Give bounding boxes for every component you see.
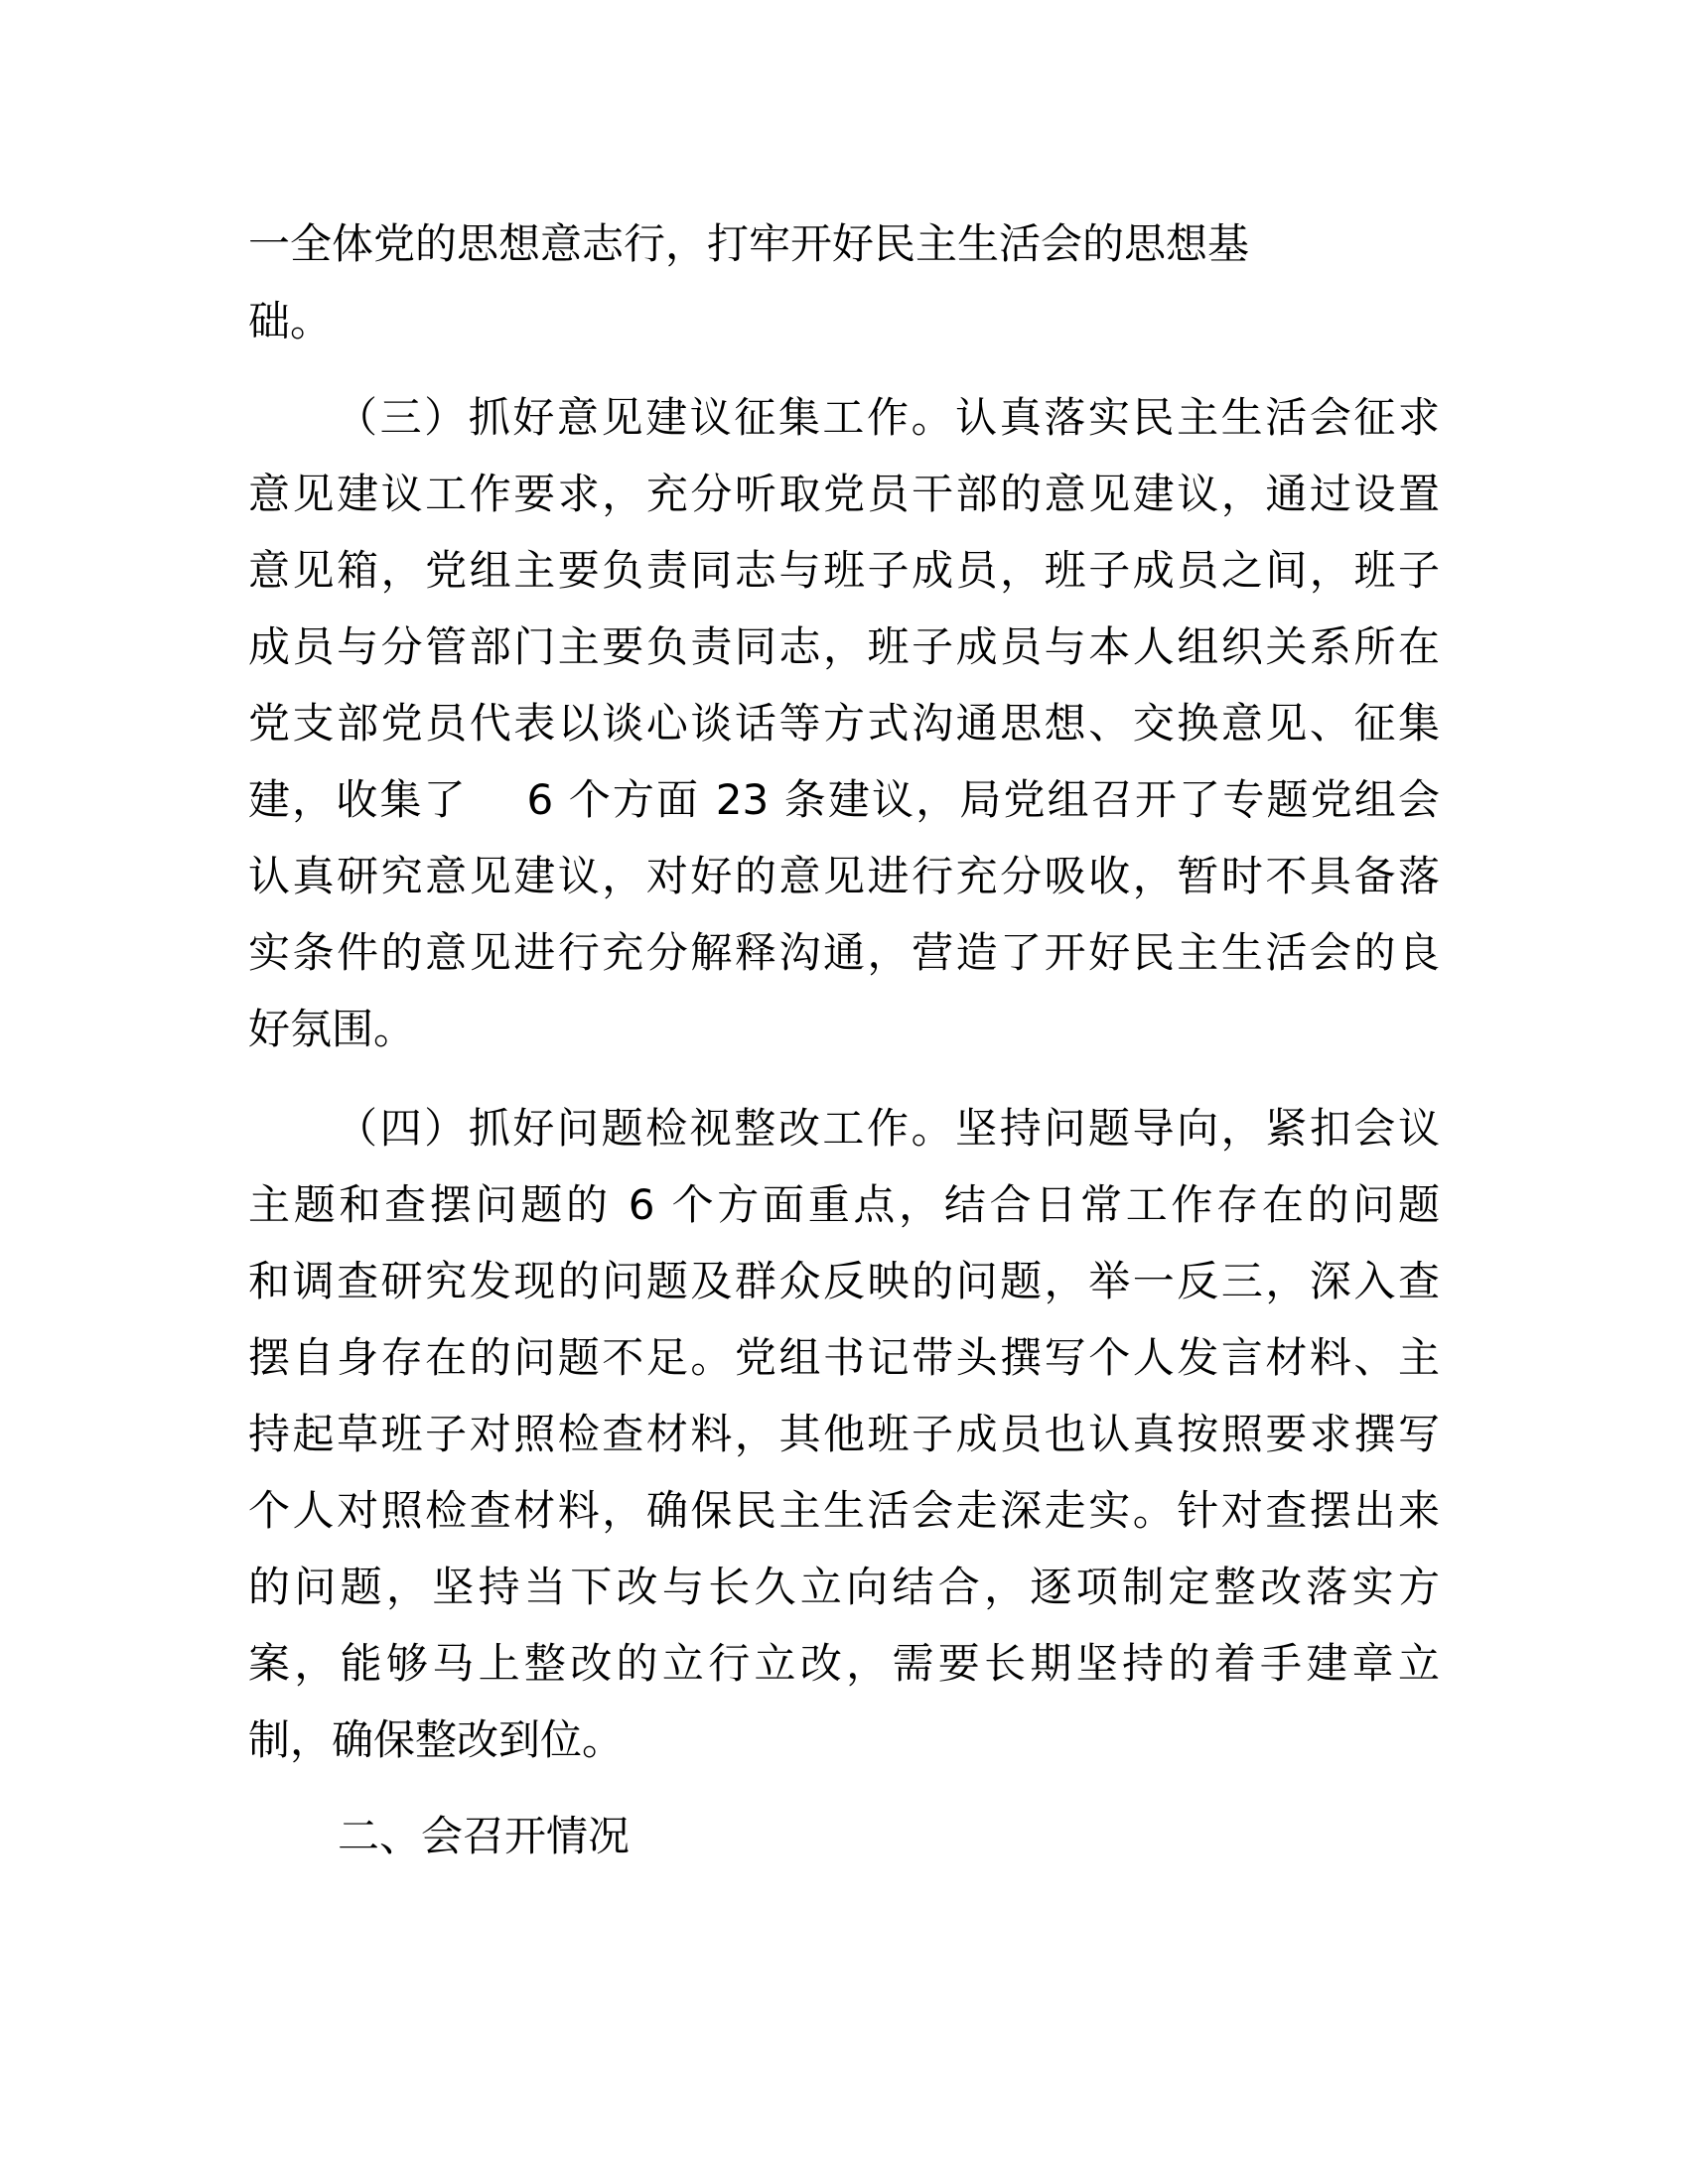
section-4-heading-line: （四）抓好问题检视整改工作。坚持问题导向，紧扣会议 xyxy=(336,1104,1440,1153)
paragraph-line: 个人对照检查材料，确保民主生活会走深走实。针对查摆出来 xyxy=(248,1486,1440,1535)
paragraph-line: 好氛围。 xyxy=(248,1005,416,1053)
paragraph-line: 意见建议工作要求，充分听取党员干部的意见建议，通过设置 xyxy=(248,470,1440,518)
paragraph-line: 摆自身存在的问题不足。党组书记带头撰写个人发言材料、主 xyxy=(248,1333,1440,1382)
paragraph-line: 持起草班子对照检查材料，其他班子成员也认真按照要求撰写 xyxy=(248,1410,1440,1458)
paragraph-line: 主题和查摆问题的 6 个方面重点，结合日常工作存在的问题 xyxy=(248,1180,1440,1229)
paragraph-line: 意见箱，党组主要负责同志与班子成员，班子成员之间，班子 xyxy=(248,546,1440,595)
paragraph-line: 成员与分管部门主要负责同志，班子成员与本人组织关系所在 xyxy=(248,622,1440,671)
paragraph-line: 础。 xyxy=(248,297,333,345)
paragraph-line: 建，收集了 6 个方面 23 条建议，局党组召开了专题党组会 xyxy=(248,775,1440,824)
paragraph-line: 认真研究意见建议，对好的意见进行充分吸收，暂时不具备落 xyxy=(248,852,1440,900)
section-3-heading-line: （三）抓好意见建议征集工作。认真落实民主生活会征求 xyxy=(336,393,1440,442)
paragraph-line: 的问题，坚持当下改与长久立向结合，逐项制定整改落实方 xyxy=(248,1563,1440,1611)
paragraph-line: 一全体党的思想意志行，打牢开好民主生活会的思想基 xyxy=(248,219,1250,268)
paragraph-line: 和调查研究发现的问题及群众反映的问题，举一反三，深入查 xyxy=(248,1257,1440,1305)
section-heading: 二、会召开情况 xyxy=(338,1812,631,1860)
paragraph-line: 案，能够马上整改的立行立改，需要长期坚持的着手建章立 xyxy=(248,1639,1440,1688)
paragraph-line: 党支部党员代表以谈心谈话等方式沟通思想、交换意见、征集 xyxy=(248,699,1440,748)
paragraph-line: 制，确保整改到位。 xyxy=(248,1715,625,1764)
paragraph-line: 实条件的意见进行充分解释沟通，营造了开好民主生活会的良 xyxy=(248,928,1440,977)
